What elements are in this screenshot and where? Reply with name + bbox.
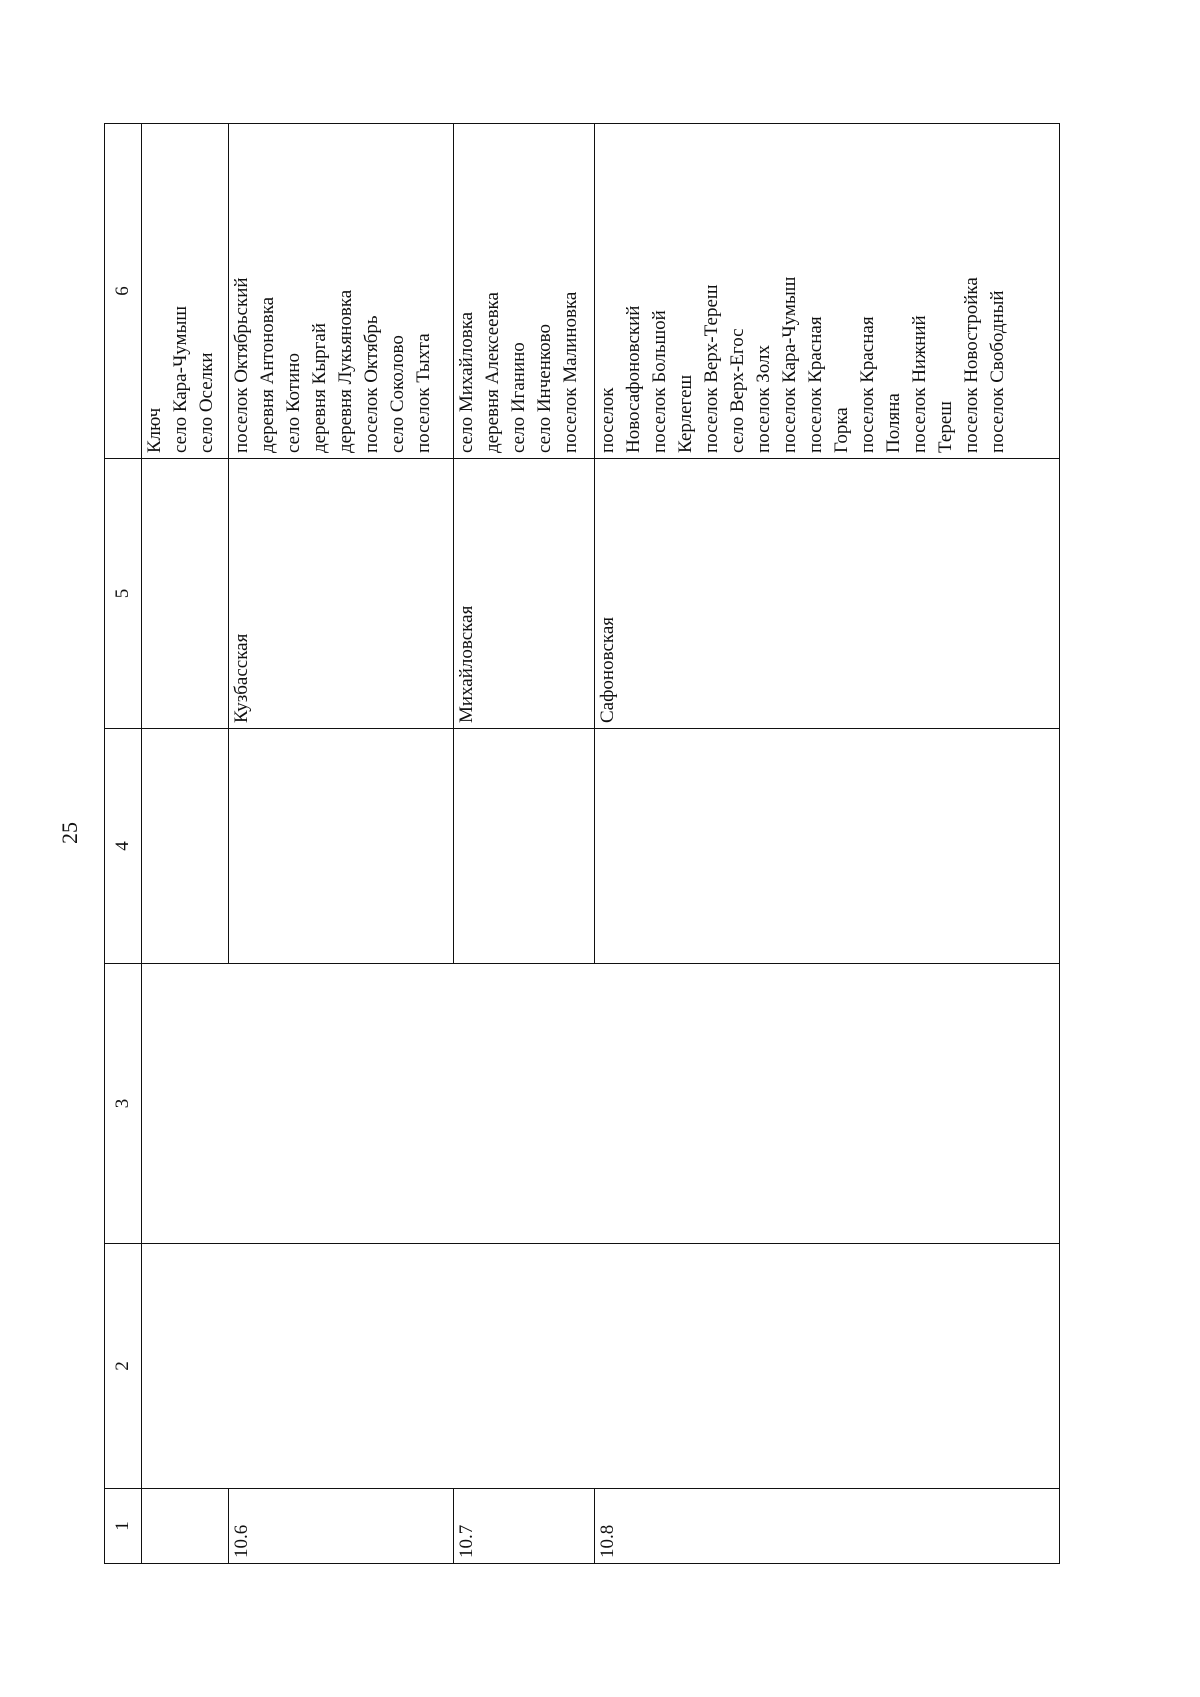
- settlement-item: село Михайловка: [456, 311, 477, 453]
- cell-col-2: [142, 1244, 1060, 1489]
- settlement-item: поселок Октябрь: [361, 315, 382, 453]
- table-row-continuation: [142, 124, 229, 1564]
- cell-territory: [142, 459, 229, 729]
- settlement-item: село Котино: [283, 353, 304, 453]
- cell-settlements: [142, 124, 229, 459]
- settlement-item: Горка: [831, 407, 852, 453]
- settlement-item: село Иганино: [508, 342, 529, 453]
- settlement-item: поселок Нижний: [909, 315, 930, 453]
- settlement-item: поселок Верх-Тереш: [701, 284, 722, 453]
- settlement-item: поселок: [597, 387, 618, 453]
- settlement-item: поселок Свободный: [987, 290, 1008, 453]
- settlement-item: поселок Золх: [753, 345, 774, 453]
- settlement-item: поселок Большой: [649, 310, 670, 453]
- settlement-item: Ключ: [144, 407, 165, 453]
- header-col-3: 3: [105, 964, 142, 1244]
- settlements-table: [104, 123, 1060, 1564]
- cell-settlements: [595, 124, 1060, 459]
- cell-territory: Кузбасская: [229, 459, 454, 729]
- settlement-item: поселок Новостройка: [961, 277, 982, 453]
- header-col-2: 2: [105, 1244, 142, 1489]
- settlement-item: поселок Тыхта: [413, 333, 434, 453]
- cell-settlements: [454, 124, 595, 459]
- settlement-item: Поляна: [883, 393, 904, 453]
- cell-col-3: [142, 964, 1060, 1244]
- settlement-item: поселок Октябрьский: [231, 277, 252, 453]
- settlement-item: деревня Алексеевка: [482, 292, 503, 453]
- cell-col-4: [454, 729, 595, 964]
- settlement-item: поселок Кара-Чумыш: [779, 276, 800, 453]
- rotated-table-wrapper: [104, 124, 1056, 1564]
- header-col-5: 5: [105, 459, 142, 729]
- settlement-item: Тереш: [935, 401, 956, 453]
- cell-territory: Сафоновская: [595, 459, 1060, 729]
- settlement-item: поселок Красная: [857, 316, 878, 453]
- header-row: [105, 124, 142, 1564]
- settlement-item: деревня Кыргай: [309, 323, 330, 453]
- settlement-item: Керлегеш: [675, 374, 696, 453]
- settlement-item: село Верх-Егос: [727, 328, 748, 453]
- header-col-4: 4: [105, 729, 142, 964]
- cell-territory: Михайловская: [454, 459, 595, 729]
- settlement-item: село Оселки: [196, 352, 217, 453]
- cell-col-4: [595, 729, 1060, 964]
- settlement-item: Новосафоновский: [623, 305, 644, 453]
- page-number: 25: [57, 822, 82, 844]
- header-col-6: 6: [105, 124, 142, 459]
- settlement-item: поселок Красная: [805, 316, 826, 453]
- settlement-item: поселок Малиновка: [560, 291, 581, 453]
- settlement-item: деревня Антоновка: [257, 296, 278, 453]
- settlement-item: село Соколово: [387, 335, 408, 453]
- cell-num: 10.6: [229, 1489, 454, 1564]
- cell-num: 10.7: [454, 1489, 595, 1564]
- cell-num: [142, 1489, 229, 1564]
- settlement-item: село Кара-Чумыш: [170, 306, 191, 453]
- cell-settlements: [229, 124, 454, 459]
- settlement-item: деревня Лукьяновка: [335, 289, 356, 453]
- settlement-item: село Инченково: [534, 324, 555, 453]
- cell-col-4: [229, 729, 454, 964]
- cell-col-4: [142, 729, 229, 964]
- cell-num: 10.8: [595, 1489, 1060, 1564]
- header-col-1: 1: [105, 1489, 142, 1564]
